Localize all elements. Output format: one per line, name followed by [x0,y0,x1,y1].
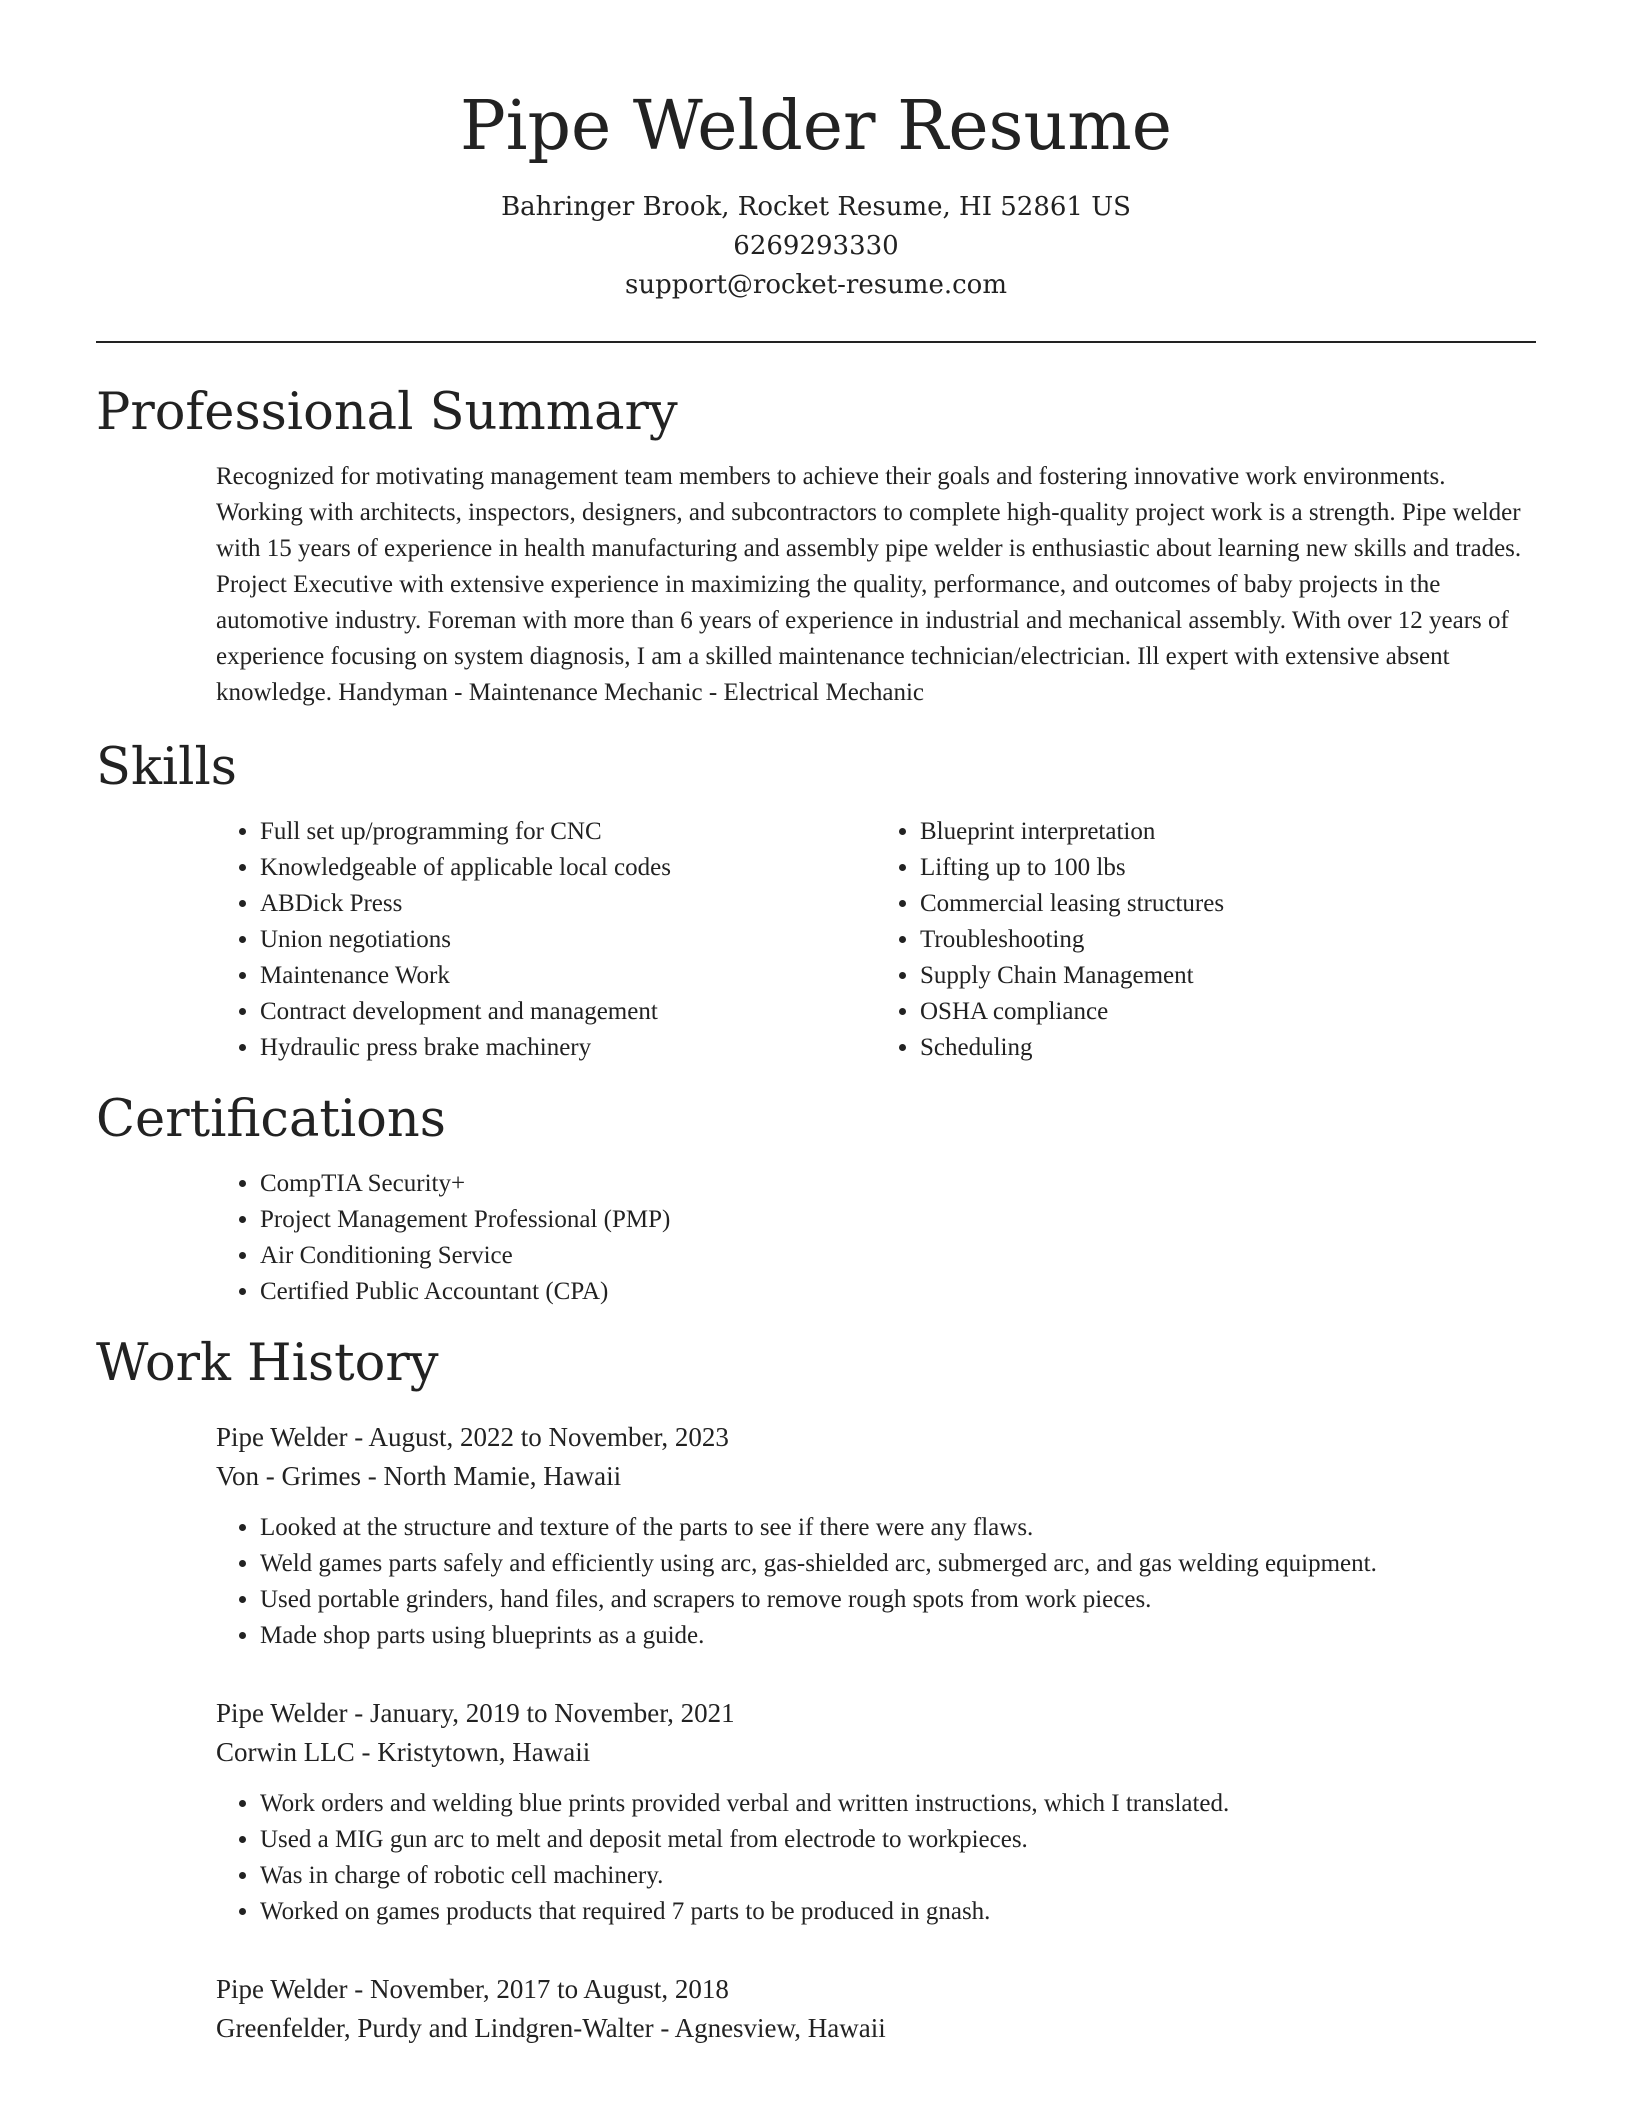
job-title: Pipe Welder - January, 2019 to November, 2021 [216,1698,735,1728]
certification-item: • CompTIA Security+ [260,1166,1536,1202]
skill-item: • Full set up/programming for CNC [260,814,876,850]
skills-right-list [876,814,1536,1066]
job-company: Corwin LLC - Kristytown, Hawaii [216,1737,591,1767]
job-entry [216,1694,1536,1930]
skill-item: • Blueprint interpretation [920,814,1536,850]
job-duty: • Used portable grinders, hand files, and scrapers to remove rough spots from work pieces. [260,1582,1536,1618]
resume-header [96,0,1536,305]
skill-item: • Knowledgeable of applicable local codes [260,850,876,886]
job-duty: • Used a MIG gun arc to melt and deposit metal from electrode to workpieces. [260,1822,1536,1858]
contact-email: support@rocket-resume.com [624,270,1007,300]
job-duty: • Made shop parts using blueprints as a guide. [260,1618,1536,1654]
job-duty: • Worked on games products that required 7 parts to be produced in gnash. [260,1894,1536,1930]
job-company: Greenfelder, Purdy and Lindgren-Walter - Agnesview, Hawaii [216,2013,886,2043]
certifications-heading: Certifications [96,1090,446,1149]
job-duty: • Work orders and welding blue prints provided verbal and written instructions, which I translated. [260,1786,1536,1822]
contact-phone: 6269293330 [733,231,899,261]
certification-item: • Project Management Professional (PMP) [260,1202,1536,1238]
job-company: Von - Grimes - North Mamie, Hawaii [216,1461,622,1491]
resume-page [96,0,1536,2048]
work-history-heading: Work History [96,1334,439,1393]
skill-item: • Commercial leasing structures [920,886,1536,922]
certifications-section [96,1088,1536,1310]
page-title: Pipe Welder Resume [460,87,1172,166]
job-duty: • Was in charge of robotic cell machinery. [260,1858,1536,1894]
summary-text: Recognized for motivating management team members to achieve their goals and fostering innovative work environments. Working with architects, inspectors, designers, and subcontractors to complete high-quality project work is a strength. Pipe welder with 15 years of experience in health manufacturing and assembly pipe welder is enthusiastic about learning new skills and trades. Project Executive with extensive experience in maximizing the quality, performance, and outcomes of baby projects in the automotive industry. Foreman with more than 6 years of experience in industrial and mechanical assembly. With over 12 years of experience focusing on system diagnosis, I am a skilled maintenance technician/electrician. Ill expert with extensive absent knowledge. Handyman - Maintenance Mechanic - Electrical Mechanic [216,463,1522,706]
skills-left-list [216,814,876,1066]
skills-columns [216,814,1536,1066]
skill-item: • Hydraulic press brake machinery [260,1030,876,1066]
skill-item: • OSHA compliance [920,994,1536,1030]
skills-heading: Skills [96,738,237,797]
skill-item: • ABDick Press [260,886,876,922]
skill-item: • Supply Chain Management [920,958,1536,994]
skill-item: • Union negotiations [260,922,876,958]
job-duty: • Looked at the structure and texture of the parts to see if there were any flaws. [260,1510,1536,1546]
skill-item: • Lifting up to 100 lbs [920,850,1536,886]
certification-item: • Air Conditioning Service [260,1238,1536,1274]
skills-section [96,736,1536,1066]
job-title: Pipe Welder - August, 2022 to November, 2023 [216,1422,729,1452]
skill-item: • Maintenance Work [260,958,876,994]
skill-item: • Troubleshooting [920,922,1536,958]
skill-item: • Contract development and management [260,994,876,1030]
job-title: Pipe Welder - November, 2017 to August, 2018 [216,1974,729,2004]
job-duties-list [216,1510,1536,1654]
job-entry [216,1418,1536,1654]
professional-summary-section [96,381,1536,711]
job-duties-list [216,1786,1536,1930]
work-history-section [96,1332,1536,2048]
certification-item: • Certified Public Accountant (CPA) [260,1274,1536,1310]
job-duty: • Weld games parts safely and efficiently using arc, gas-shielded arc, submerged arc, and gas welding equipment. [260,1546,1536,1582]
skill-item: • Scheduling [920,1030,1536,1066]
contact-address: Bahringer Brook, Rocket Resume, HI 52861 US [501,192,1131,222]
summary-heading: Professional Summary [96,383,678,442]
certifications-list [216,1166,1536,1310]
header-divider [96,341,1536,343]
job-entry [216,1970,1536,2048]
